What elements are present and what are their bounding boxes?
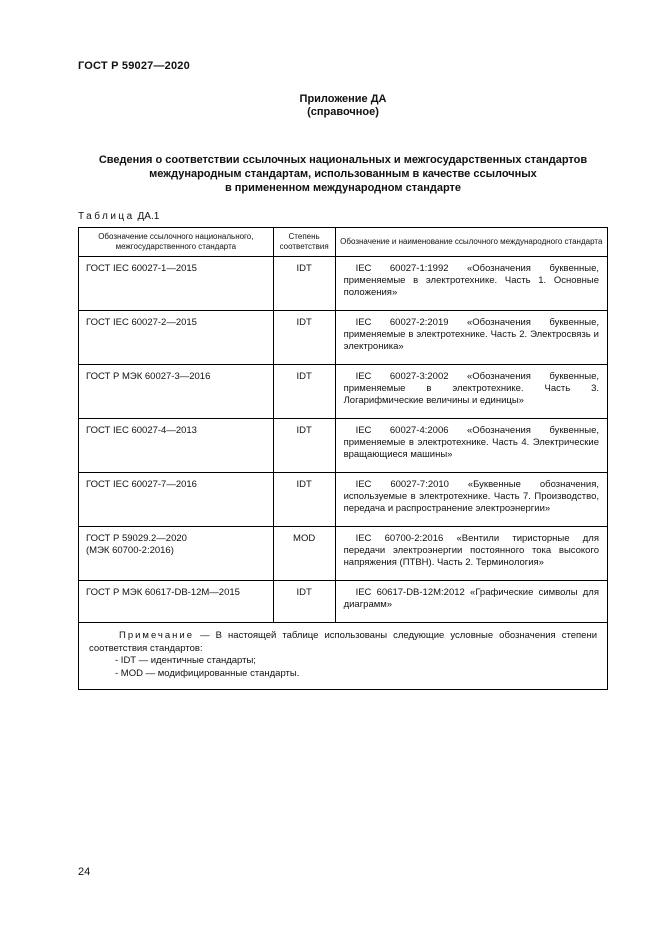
international-standard-cell: IEC 60700-2:2016 «Вентили тиристорные для передачи электроэнергии постоянного тока высокого напряжения (ПТВН). Часть 2. Терминология» (335, 527, 607, 581)
table-label-word: Таблица (78, 211, 135, 222)
degree-cell: IDT (273, 257, 335, 311)
note-intro (89, 630, 597, 655)
national-standard-cell: ГОСТ Р МЭК 60617-DB-12М—2015 (79, 581, 274, 623)
table-foot (79, 623, 608, 690)
annex-block (78, 93, 608, 119)
degree-cell: IDT (273, 581, 335, 623)
note-row (79, 623, 608, 690)
international-standard-cell: IEC 60027-7:2010 «Буквенные обозначения, используемые в электротехнике. Часть 7. Производство, передача и распространение электроэнергии» (335, 473, 607, 527)
table-head (79, 228, 608, 257)
page-content (78, 60, 608, 690)
table-row (79, 257, 608, 311)
national-standard-cell: ГОСТ Р 59029.2—2020 (МЭК 60700-2:2016) (79, 527, 274, 581)
note-item: - IDT — идентичные стандарты; (115, 655, 256, 666)
table-row (79, 311, 608, 365)
table-label-number: ДА.1 (137, 211, 160, 222)
national-standard-cell: ГОСТ IEC 60027-1—2015 (79, 257, 274, 311)
table-row (79, 473, 608, 527)
section-heading (78, 153, 608, 195)
table-row (79, 527, 608, 581)
note-cell (79, 623, 608, 690)
table-row (79, 365, 608, 419)
international-standard-cell: IEC 60027-4:2006 «Обозначения буквенные, применяемые в электротехнике. Часть 4. Электрические вращающиеся машины» (335, 419, 607, 473)
table-body (79, 257, 608, 623)
section-heading-line: международным стандартам, использованным в качестве ссылочных (149, 168, 537, 180)
national-standard-cell: ГОСТ IEC 60027-4—2013 (79, 419, 274, 473)
degree-cell: MOD (273, 527, 335, 581)
national-standard-cell: ГОСТ Р МЭК 60027-3—2016 (79, 365, 274, 419)
page-number: 24 (78, 866, 91, 878)
international-standard-cell: IEC 60027-3:2002 «Обозначения буквенные, применяемые в электротехнике. Часть 3. Логарифмические величины и единицы» (335, 365, 607, 419)
note-item: - MOD — модифицированные стандарты. (115, 667, 300, 679)
table-row (79, 419, 608, 473)
table-row (79, 581, 608, 623)
annex-subtitle: (справочное) (307, 106, 379, 118)
table-header-row (79, 228, 608, 257)
note-text: — В настоящей таблице использованы следующие условные обозначения степени соответствия стандартов: (89, 630, 597, 654)
header-international-standard: Обозначение и наименование ссылочного международного стандарта (335, 228, 607, 257)
note-label: Примечание (119, 630, 194, 641)
correspondence-table (78, 227, 608, 690)
document-header: ГОСТ Р 59027—2020 (78, 60, 190, 72)
annex-title: Приложение ДА (299, 93, 387, 105)
section-heading-line: в примененном международном стандарте (224, 182, 462, 194)
header-national-standard: Обозначение ссылочного национального, межгосударственного стандарта (79, 228, 274, 257)
degree-cell: IDT (273, 473, 335, 527)
national-standard-cell: ГОСТ IEC 60027-7—2016 (79, 473, 274, 527)
table-label (78, 211, 608, 222)
international-standard-cell: IEC 60027-1:1992 «Обозначения буквенные, применяемые в электротехнике. Часть 1. Основные положения» (335, 257, 607, 311)
international-standard-cell: IEC 60027-2:2019 «Обозначения буквенные, применяемые в электротехнике. Часть 2. Электросвязь и электроника» (335, 311, 607, 365)
national-standard-cell: ГОСТ IEC 60027-2—2015 (79, 311, 274, 365)
degree-cell: IDT (273, 365, 335, 419)
section-heading-line: Сведения о соответствии ссылочных национальных и межгосударственных стандартов (98, 154, 588, 166)
degree-cell: IDT (273, 419, 335, 473)
degree-cell: IDT (273, 311, 335, 365)
international-standard-cell: IEC 60617-DB-12M:2012 «Графические символы для диаграмм» (335, 581, 607, 623)
header-degree: Степень соответствия (273, 228, 335, 257)
